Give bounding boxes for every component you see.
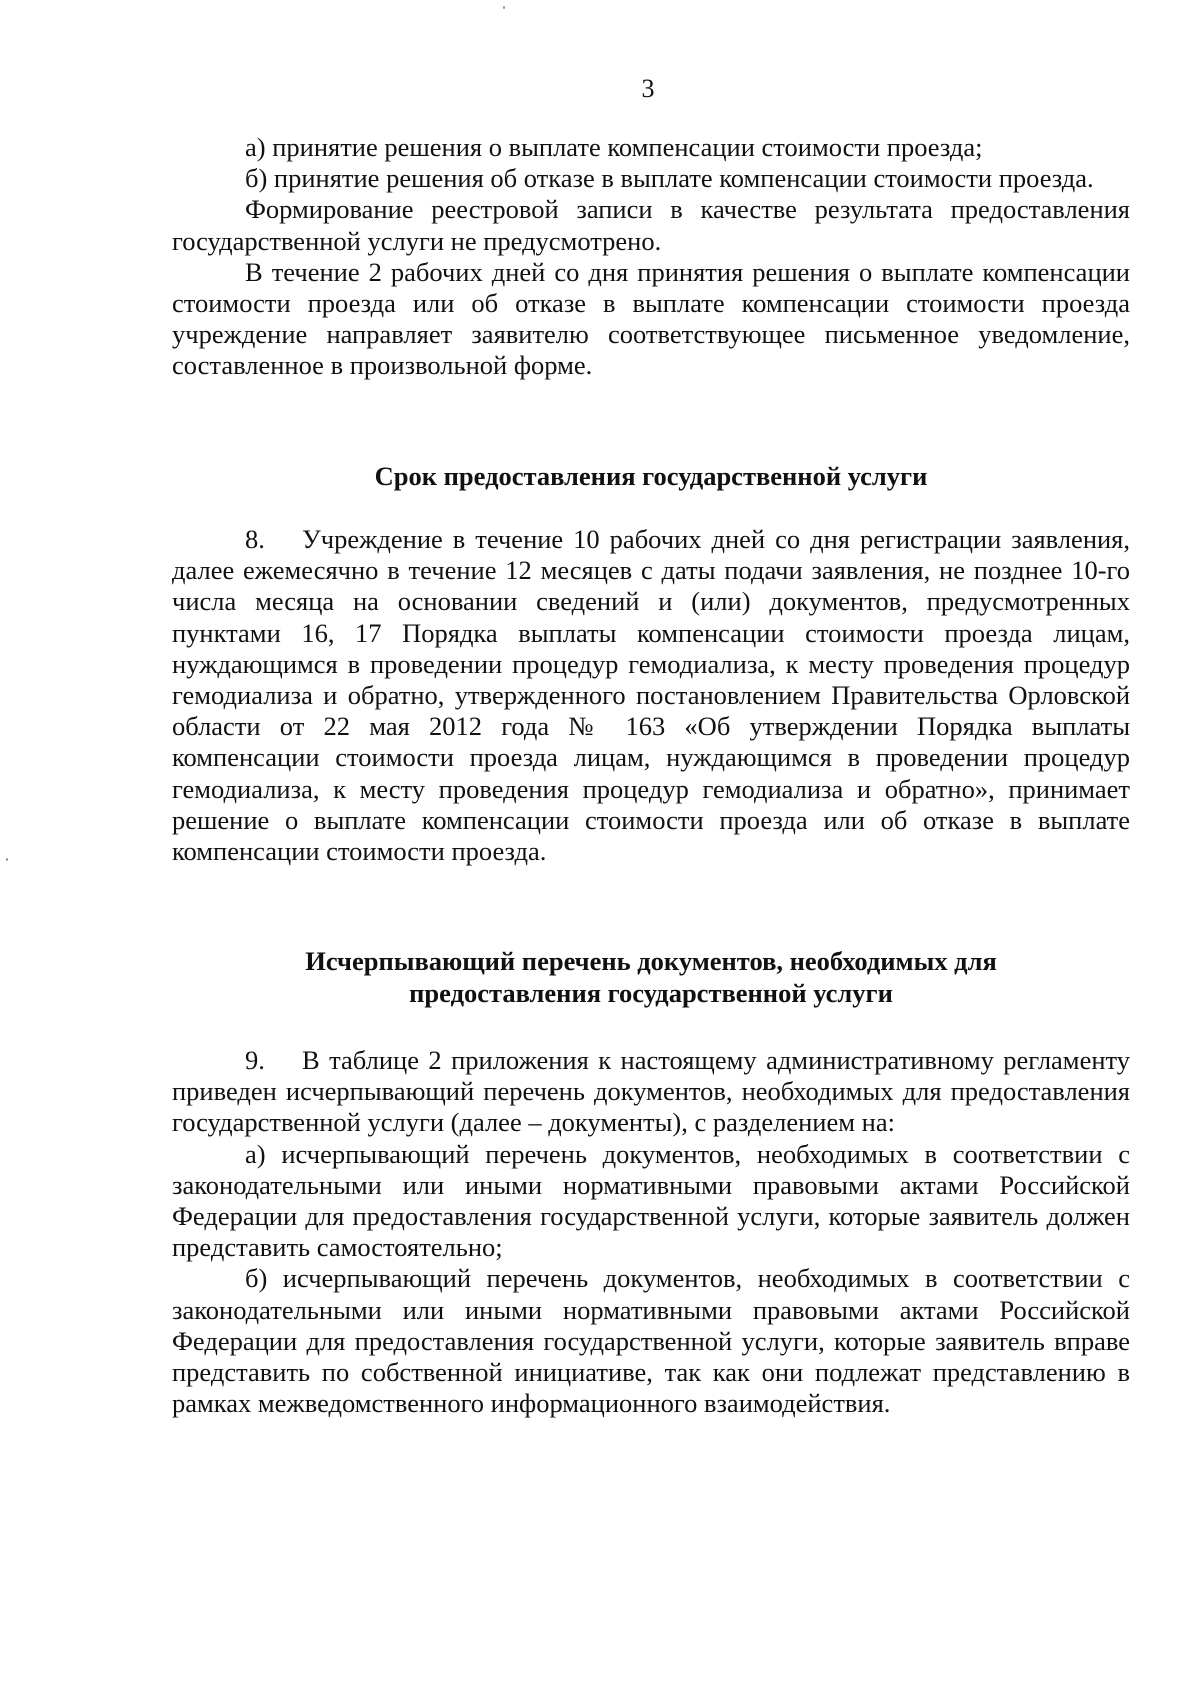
heading-line: Исчерпывающий перечень документов, необходимых для [305, 946, 997, 976]
sub-item-a-paragraph: а) исчерпывающий перечень документов, необходимых в соответствии с законодательными или иными нормативными правовыми актами Российской Федерации для предоставления государственной услуги, которые заявитель должен представить самостоятельно; [172, 1138, 1130, 1263]
item-b-paragraph: б) принятие решения об отказе в выплате компенсации стоимости проезда. [245, 163, 1094, 194]
section-9-block [172, 1045, 1130, 1419]
scan-speck [503, 6, 505, 9]
result-list-block [172, 132, 1130, 382]
scan-speck [6, 858, 8, 861]
clause-9-text: В таблице 2 приложения к настоящему административному регламенту приведен исчерпывающий перечень документов, необходимых для предоставления государственной услуги (далее – документы), с разделением на: [172, 1045, 1130, 1138]
section-8-block [172, 524, 1130, 867]
heading-line: предоставления государственной услуги [409, 978, 893, 1008]
item-a-paragraph: а) принятие решения о выплате компенсации стоимости проезда; [245, 132, 983, 162]
clause-8-text: Учреждение в течение 10 рабочих дней со дня регистрации заявления, далее ежемесячно в течение 12 месяцев с даты подачи заявления, не позднее 10-го числа месяца на основании сведений и (или) документов, предусмотренных пунктами 16, 17 Порядка выплаты компенсации стоимости проезда лицам, нуждающимся в проведении процедур гемодиализа, к месту проведения процедур гемодиализа и обратно, утвержденного постановлением Правительства Орловской области от 22 мая 2012 года № 163 «Об утверждении Порядка выплаты компенсации стоимости проезда лицам, нуждающимся в проведении процедур гемодиализа, к месту проведения процедур гемодиализа и обратно», принимает решение о выплате компенсации стоимости проезда или об отказе в выплате компенсации стоимости проезда. [172, 524, 1130, 867]
clause-9-paragraph [172, 1045, 1130, 1139]
sub-item-b-paragraph: б) исчерпывающий перечень документов, необходимых в соответствии с законодательными или иными нормативными правовыми актами Российской Федерации для предоставления государственной услуги, которые заявитель вправе представить по собственной инициативе, так как они подлежат представлению в рамках межведомственного информационного взаимодействия. [172, 1263, 1130, 1419]
notification-paragraph: В течение 2 рабочих дней со дня принятия решения о выплате компенсации стоимости проезда или об отказе в выплате компенсации стоимости проезда учреждение направляет заявителю соответствующее письменное уведомление, составленное в произвольной форме. [172, 256, 1130, 381]
clause-number: 8. [245, 524, 265, 554]
page-number: 3 [641, 74, 655, 103]
section-heading-documents [172, 945, 1130, 1009]
clause-8-paragraph [172, 524, 1130, 867]
clause-number: 9. [245, 1045, 265, 1075]
section-heading-term: Срок предоставления государственной услуги [374, 461, 928, 491]
registry-record-paragraph: Формирование реестровой записи в качестве результата предоставления государственной услуги не предусмотрено. [172, 194, 1130, 256]
